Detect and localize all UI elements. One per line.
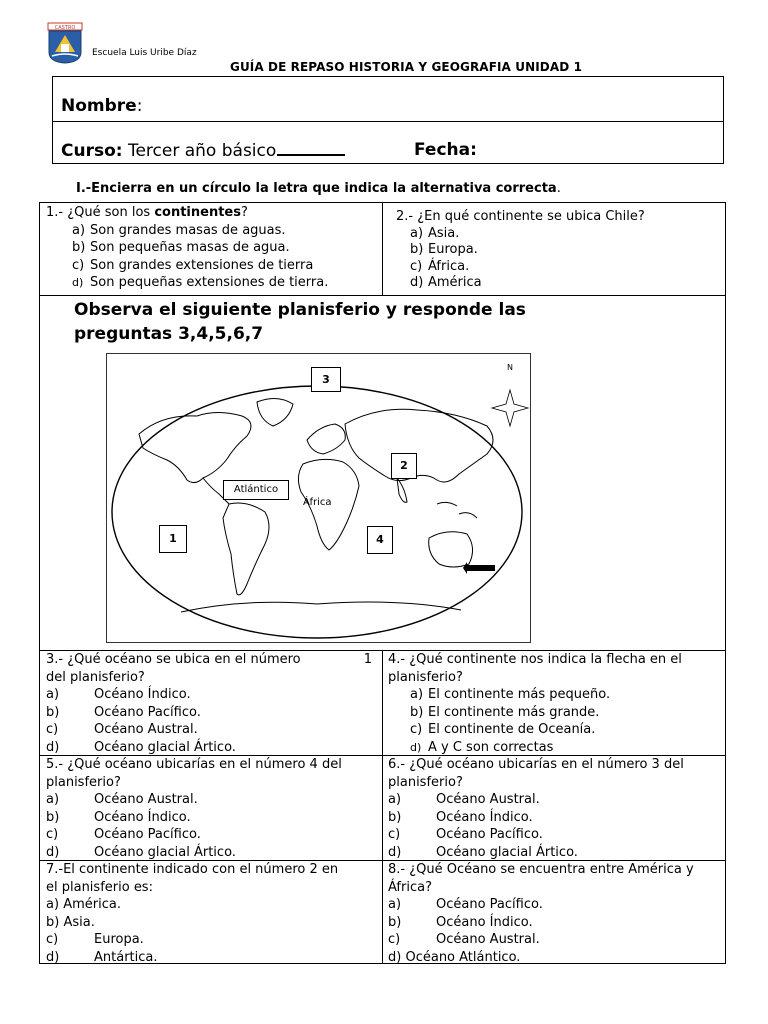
question-6-line-1: 6.- ¿Qué océano ubicarías en el número 3 del [388,757,684,772]
option-letter: c) [46,932,59,947]
option-a[interactable] [46,791,378,809]
question-8-line-1: 8.- ¿Qué Océano se encuentra entre América y [388,862,694,877]
option-letter: d) [72,276,84,289]
question-1-text [46,204,378,222]
option-letter: c) [388,932,401,947]
option-text: Océano Pacífico. [436,827,543,842]
option-text: Océano Índico. [436,809,533,825]
school-name: Escuela Luis Uribe Díaz [92,48,197,58]
option-letter: a) [46,687,60,702]
option-text: Son pequeñas masas de agua. [90,240,290,255]
option-c[interactable] [388,721,722,739]
option-d[interactable] [46,844,378,862]
name-colon: : [136,96,143,116]
option-text: A y C son correctas [428,739,554,755]
instruction-main: I.-Encierra en un círculo la letra que indica la alternativa correcta [76,181,557,196]
option-letter: b) [388,809,402,825]
option-text: Antártica. [94,949,158,965]
option-letter: b) [410,704,424,720]
option-d[interactable] [388,949,722,967]
option-text: Son grandes extensiones de tierra [90,257,314,273]
option-a[interactable] [46,686,378,704]
option-c[interactable] [388,931,722,949]
option-text: Europa. [94,932,144,947]
option-text: Océano Austral. [436,932,540,947]
option-b[interactable] [388,914,722,932]
option-a[interactable] [396,226,716,243]
option-letter: d) [388,844,402,860]
option-d[interactable] [46,274,378,292]
option-d[interactable] [396,275,716,292]
option-b[interactable] [46,809,378,827]
question-4 [388,651,722,756]
option-d[interactable] [388,844,722,862]
instruction-tail: . [556,181,561,196]
question-3-line-1: 3.- ¿Qué océano se ubica en el número [46,652,301,667]
option-letter: a) [46,897,60,912]
option-text: Océano Índico. [94,687,191,702]
option-text: América. [63,897,121,912]
grid-line [382,650,383,964]
option-b[interactable] [388,809,722,827]
course-blank-line[interactable] [277,140,345,156]
map-label-atlantic: Atlántico [223,480,289,500]
date-label: Fecha: [414,140,477,160]
school-logo [47,22,83,64]
option-b[interactable] [388,704,722,722]
option-c[interactable] [46,257,378,275]
option-c[interactable] [388,826,722,844]
course-field [61,140,345,161]
option-d[interactable] [46,949,378,967]
world-map [106,353,531,643]
option-d[interactable] [46,739,378,757]
option-text: Océano Índico. [94,809,191,825]
question-8-line-2: África? [388,879,432,895]
question-6-line-2: planisferio? [388,774,463,790]
option-letter: c) [72,257,85,273]
option-letter: d) [46,739,60,755]
option-b[interactable] [46,914,378,932]
question-1-prefix: 1.- ¿Qué son los [46,205,155,220]
option-text: Océano Atlántico. [405,949,521,965]
option-text: Océano Pacífico. [436,897,543,912]
header-divider [53,121,723,122]
question-1 [46,204,378,292]
school-crest-icon [47,22,83,64]
map-instructions-line-2: preguntas 3,4,5,6,7 [74,324,264,344]
option-c[interactable] [46,721,378,739]
option-letter: b) [46,914,60,930]
name-field[interactable] [61,96,142,116]
option-text: África. [428,258,470,274]
question-4-line-1: 4.- ¿Qué continente nos indica la flecha en el [388,652,682,667]
option-c[interactable] [46,931,378,949]
option-letter: d) [388,949,402,965]
option-text: Son pequeñas extensiones de tierra. [90,275,329,290]
option-letter: a) [388,897,402,912]
option-b[interactable] [46,239,378,257]
option-text: Asia. [428,225,460,241]
compass-rose-icon [492,390,528,426]
question-7-line-2: el planisferio es: [46,879,153,895]
option-c[interactable] [46,826,378,844]
option-letter: b) [388,914,402,930]
option-text: Océano glacial Ártico. [436,844,578,860]
question-4-line-2: planisferio? [388,669,463,685]
course-label: Curso: [61,141,123,161]
option-c[interactable] [396,259,716,276]
option-a[interactable] [46,222,378,240]
option-text: América [428,275,482,290]
option-text: Océano glacial Ártico. [94,739,236,755]
question-1-suffix: ? [240,205,248,220]
map-label-box-2: 2 [391,453,417,479]
option-letter: a) [46,792,60,807]
option-a[interactable] [388,896,722,914]
question-6 [388,756,722,861]
option-text: El continente más grande. [428,704,600,720]
question-3-number: 1 [363,652,372,667]
option-letter: c) [410,258,423,274]
option-b[interactable] [46,704,378,722]
option-text: El continente de Oceanía. [428,722,596,737]
question-2-text: 2.- ¿En qué continente se ubica Chile? [396,209,645,224]
option-letter: d) [410,275,424,290]
option-letter: c) [46,722,59,737]
map-instructions-line-1: Observa el siguiente planisferio y responde las [74,300,526,320]
option-text: Océano Índico. [436,914,533,930]
compass-north-label: N [507,363,513,372]
option-letter: b) [46,809,60,825]
map-label-box-1: 1 [159,525,187,553]
question-5-line-1: 5.- ¿Qué océano ubicarías en el número 4 del [46,757,342,772]
student-info-box [52,76,724,164]
map-label-africa: África [303,497,332,508]
grid-line [382,203,383,295]
pointer-arrow-icon [463,562,495,574]
option-a[interactable] [388,791,722,809]
option-letter: a) [410,687,424,702]
question-grid [39,202,726,964]
grid-line [40,295,725,296]
option-letter: d) [410,740,422,754]
option-text: Océano Pacífico. [94,704,201,720]
option-letter: c) [410,722,423,737]
option-text: Son grandes masas de aguas. [90,222,286,238]
map-instructions [74,298,526,346]
option-letter: c) [388,827,401,842]
option-text: El continente más pequeño. [428,687,611,702]
option-text: Océano Pacífico. [94,827,201,842]
option-a[interactable] [388,686,722,704]
option-letter: a) [72,222,86,238]
option-letter: a) [388,792,402,807]
option-letter: b) [46,704,60,720]
svg-text:CASTRO: CASTRO [54,25,76,31]
option-letter: c) [46,827,59,842]
question-2 [396,209,716,292]
question-3-line-2: del planisferio? [46,669,145,685]
option-text: Océano Austral. [436,792,540,807]
question-1-keyword: continentes [154,205,241,220]
option-letter: b) [72,240,86,255]
option-text: Océano Austral. [94,792,198,807]
option-text: Océano Austral. [94,722,198,737]
name-label: Nombre [61,96,137,116]
question-8 [388,861,722,966]
question-7 [46,861,378,966]
option-d[interactable] [388,739,722,757]
option-letter: b) [410,242,424,257]
option-text: Asia. [63,914,95,930]
option-letter: d) [46,949,60,965]
option-a[interactable] [46,896,378,914]
option-b[interactable] [396,242,716,259]
course-value: Tercer año básico [122,141,277,161]
date-field[interactable] [414,140,477,160]
option-letter: d) [46,844,60,860]
option-text: Océano glacial Ártico. [94,844,236,860]
map-label-box-4: 4 [367,526,393,554]
map-label-box-3: 3 [311,367,341,392]
question-7-line-1: 7.-El continente indicado con el número 2 en [46,862,339,877]
option-letter: a) [410,225,424,241]
question-5-line-2: planisferio? [46,774,121,790]
guide-title: GUÍA DE REPASO HISTORIA Y GEOGRAFIA UNIDAD 1 [230,60,583,74]
instruction-text [76,181,561,196]
question-5 [46,756,378,861]
question-3 [46,651,378,756]
question-3-text [46,651,378,669]
option-text: Europa. [428,242,478,257]
